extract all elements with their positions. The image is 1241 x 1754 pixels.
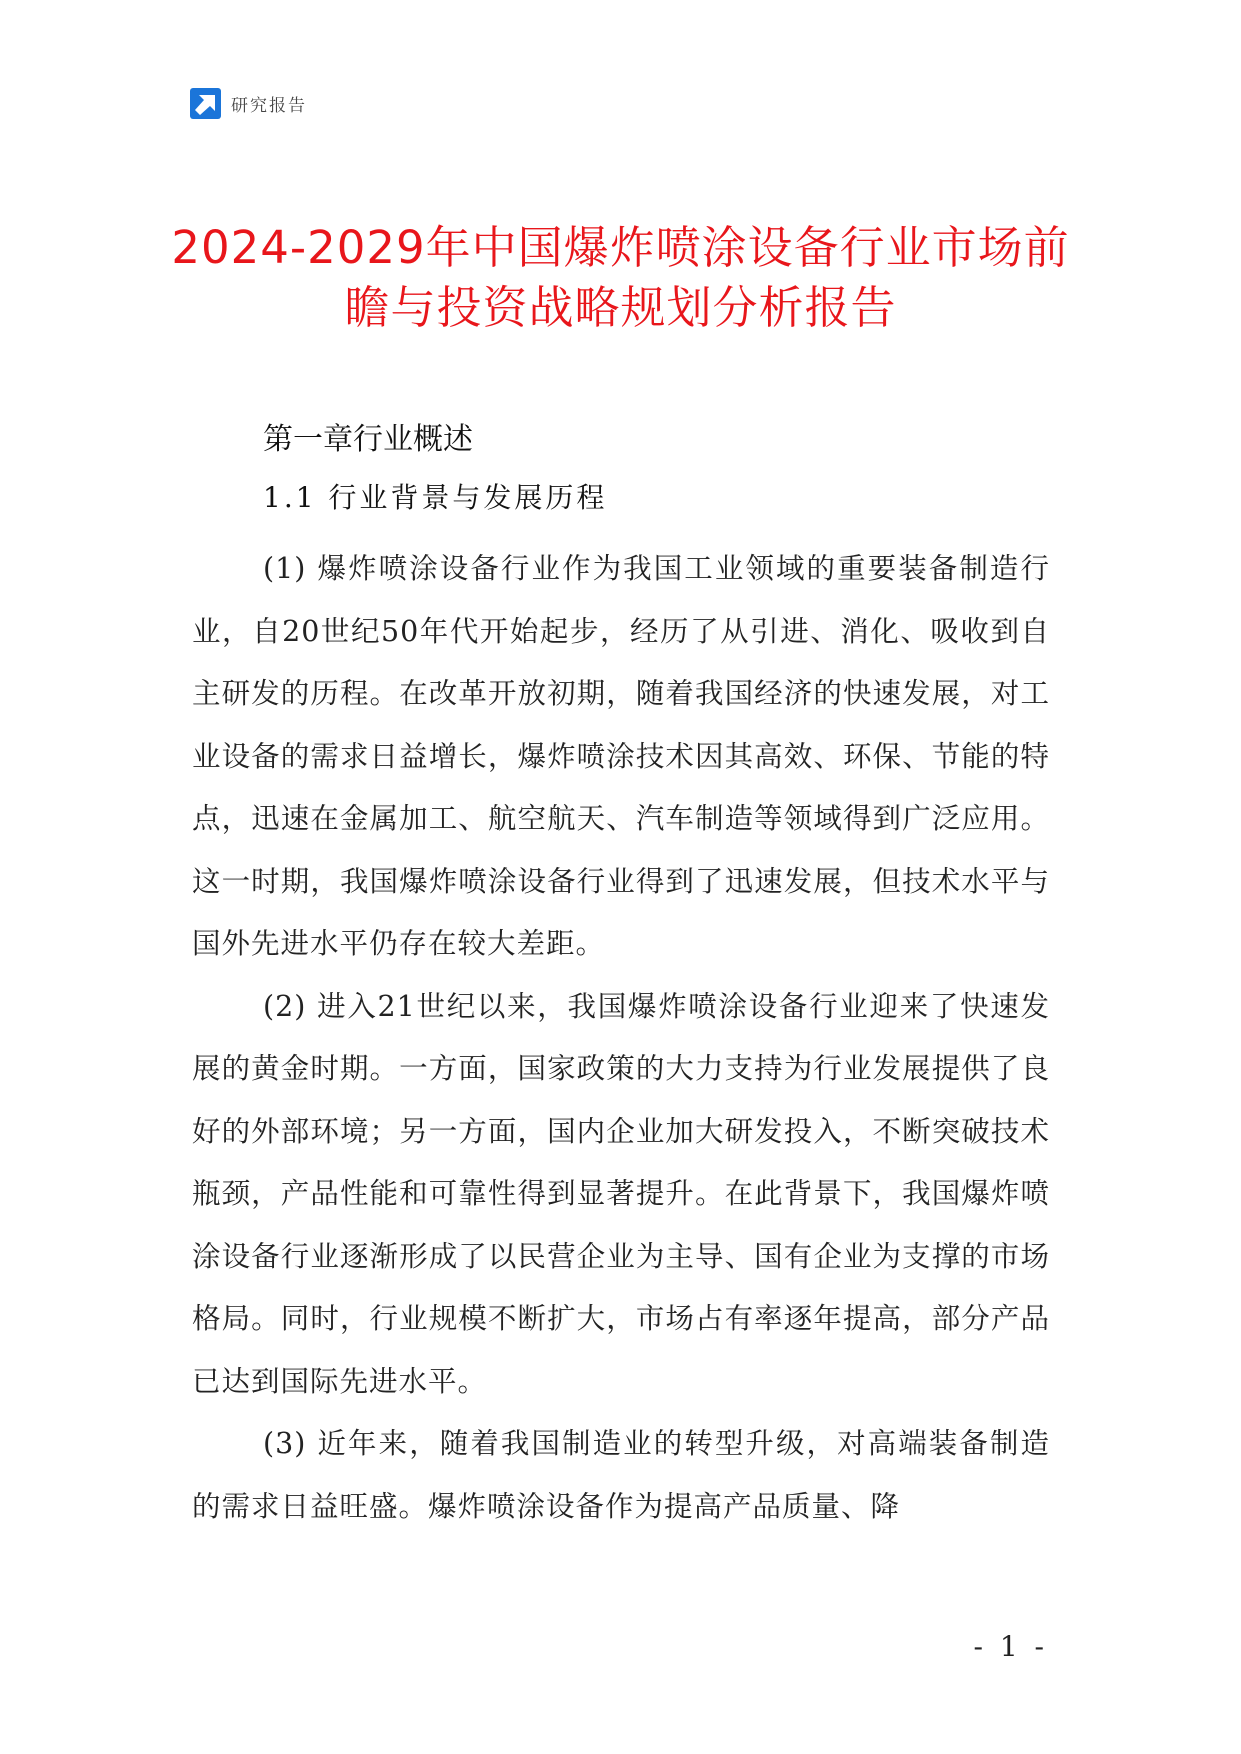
title-line-2: 瞻与投资战略规划分析报告 <box>344 281 897 334</box>
chapter-heading: 第一章行业概述 <box>263 422 473 457</box>
paragraph-1: (1) 爆炸喷涂设备行业作为我国工业领域的重要装备制造行业，自20世纪50年代开始起步，经历了从引进、消化、吸收到自主研发的历程。在改革开放初期，随着我国经济的快速发展，对工业设备的需求日益增长，爆炸喷涂技术因其高效、环保、节能的特点，迅速在金属加工、航空航天、汽车制造等领域得到广泛应用。这一时期，我国爆炸喷涂设备行业得到了迅速发展，但技术水平与国外先进水平仍存在较大差距。 <box>192 552 1050 960</box>
section-heading: 1.1 行业背景与发展历程 <box>263 481 608 514</box>
arrow-up-right-icon <box>190 88 221 119</box>
header-label: 研究报告 <box>231 96 307 116</box>
title-line-1: 2024-2029年中国爆炸喷涂设备行业市场前 <box>171 221 1070 274</box>
report-title <box>150 218 1091 338</box>
document-body <box>192 420 1050 1538</box>
page-number: - 1 - <box>973 1630 1048 1663</box>
paragraph-2: (2) 进入21世纪以来，我国爆炸喷涂设备行业迎来了快速发展的黄金时期。一方面，国家政策的大力支持为行业发展提供了良好的外部环境；另一方面，国内企业加大研发投入，不断突破技术瓶颈，产品性能和可靠性得到显著提升。在此背景下，我国爆炸喷涂设备行业逐渐形成了以民营企业为主导、国有企业为支撑的市场格局。同时，行业规模不断扩大，市场占有率逐年提高，部分产品已达到国际先进水平。 <box>192 989 1050 1398</box>
paragraph-3: (3) 近年来，随着我国制造业的转型升级，对高端装备制造的需求日益旺盛。爆炸喷涂设备作为提高产品质量、降 <box>192 1427 1050 1523</box>
report-header <box>190 88 307 119</box>
